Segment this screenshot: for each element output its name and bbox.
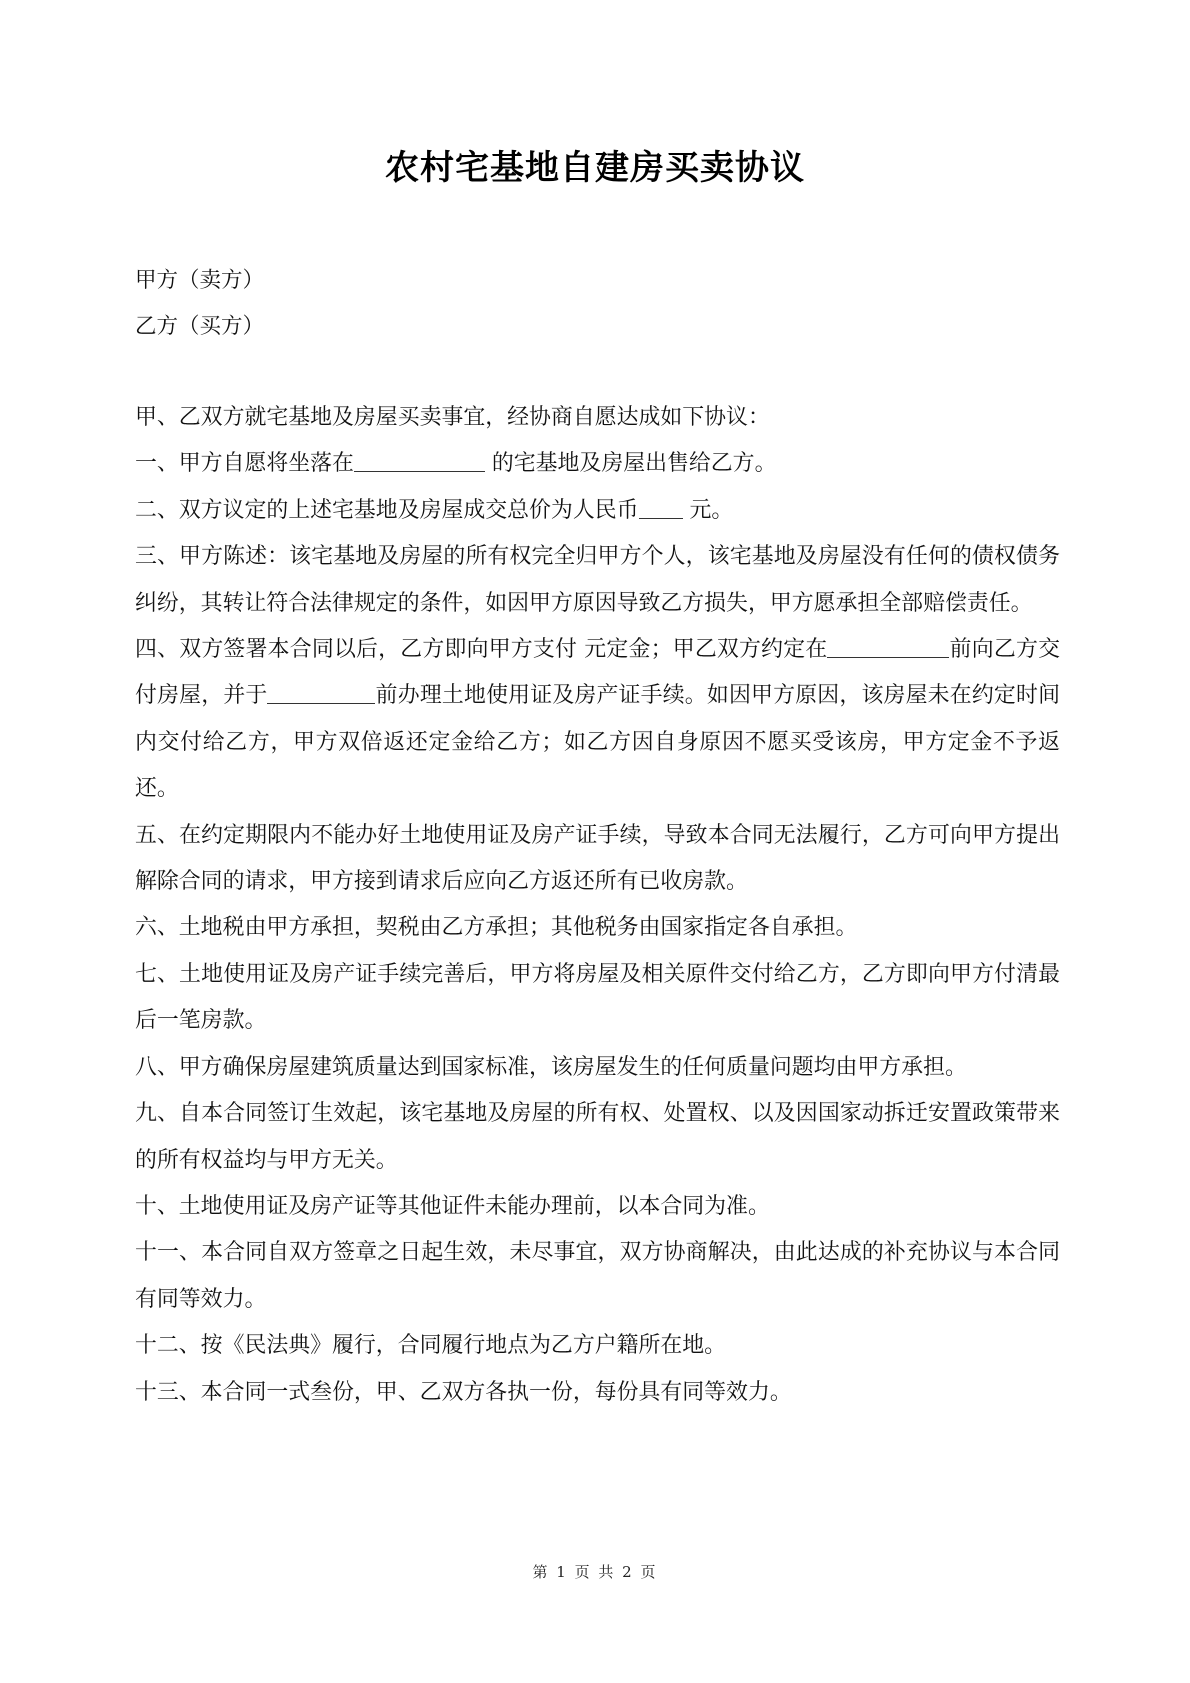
clause-text: 元。 — [682, 497, 734, 523]
location-blank-field[interactable] — [354, 450, 485, 473]
clause-text: 的宅基地及房屋出售给乙方。 — [484, 451, 777, 477]
clause-8: 八、甲方确保房屋建筑质量达到国家标准，该房屋发生的任何质量问题均由甲方承担。 — [135, 1054, 967, 1080]
party-a-label: 甲方（卖方） — [135, 268, 265, 293]
parties-block — [135, 258, 264, 350]
clause-11: 十一、本合同自双方签章之日起生效，未尽事宜，双方协商解决，由此达成的补充协议与本合同有同等效力。 — [135, 1240, 1060, 1312]
clause-text: 四、双方签署本合同以后，乙方即向甲方支付 元定金；甲乙双方约定在 — [135, 637, 828, 663]
clause-1 — [135, 441, 1060, 487]
document-title: 农村宅基地自建房买卖协议 — [385, 148, 805, 188]
clause-10: 十、土地使用证及房产证等其他证件未能办理前，以本合同为准。 — [135, 1193, 770, 1219]
clause-12: 十二、按《民法典》履行，合同履行地点为乙方户籍所在地。 — [135, 1333, 727, 1359]
clause-6: 六、土地税由甲方承担，契税由乙方承担；其他税务由国家指定各自承担。 — [135, 915, 858, 941]
clause-text: 前向乙方交付房屋，并于 — [135, 637, 1060, 709]
preamble: 甲、乙双方就宅基地及房屋买卖事宜，经协商自愿达成如下协议： — [135, 405, 770, 430]
price-blank-field[interactable] — [639, 496, 683, 519]
clause-text: 二、双方议定的上述宅基地及房屋成交总价为人民币 — [135, 497, 639, 523]
page-footer: 第 1 页 共 2 页 — [532, 1563, 658, 1581]
clause-5: 五、在约定期限内不能办好土地使用证及房产证手续，导致本合同无法履行，乙方可向甲方提出解除合同的请求，甲方接到请求后应向乙方返还所有已收房款。 — [135, 822, 1060, 895]
clause-4 — [135, 627, 1060, 813]
clause-7: 七、土地使用证及房产证手续完善后，甲方将房屋及相关原件交付给乙方，乙方即向甲方付清最后一笔房款。 — [135, 961, 1060, 1034]
party-b-label: 乙方（买方） — [135, 314, 265, 339]
clause-2 — [135, 488, 1060, 534]
clause-9: 九、自本合同签订生效起，该宅基地及房屋的所有权、处置权、以及因国家动拆迁安置政策带来的所有权益均与甲方无关。 — [135, 1101, 1060, 1173]
clause-text: 前办理土地使用证及房产证手续。如因甲方原因，该房屋未在约定时间内交付给乙方，甲方双倍返还定金给乙方；如乙方因自身原因不愿买受该房，甲方定金不予返还。 — [135, 683, 1060, 802]
clause-text: 一、甲方自愿将坐落在 — [135, 451, 354, 477]
certificate-date-blank-field[interactable] — [267, 682, 375, 705]
delivery-date-blank-field[interactable] — [827, 635, 949, 658]
agreement-body — [135, 395, 1060, 1416]
clause-3: 三、甲方陈述：该宅基地及房屋的所有权完全归甲方个人，该宅基地及房屋没有任何的债权债务纠纷，其转让符合法律规定的条件，如因甲方原因导致乙方损失，甲方愿承担全部赔偿责任。 — [135, 544, 1060, 616]
clause-13: 十三、本合同一式叁份，甲、乙双方各执一份，每份具有同等效力。 — [135, 1379, 792, 1405]
